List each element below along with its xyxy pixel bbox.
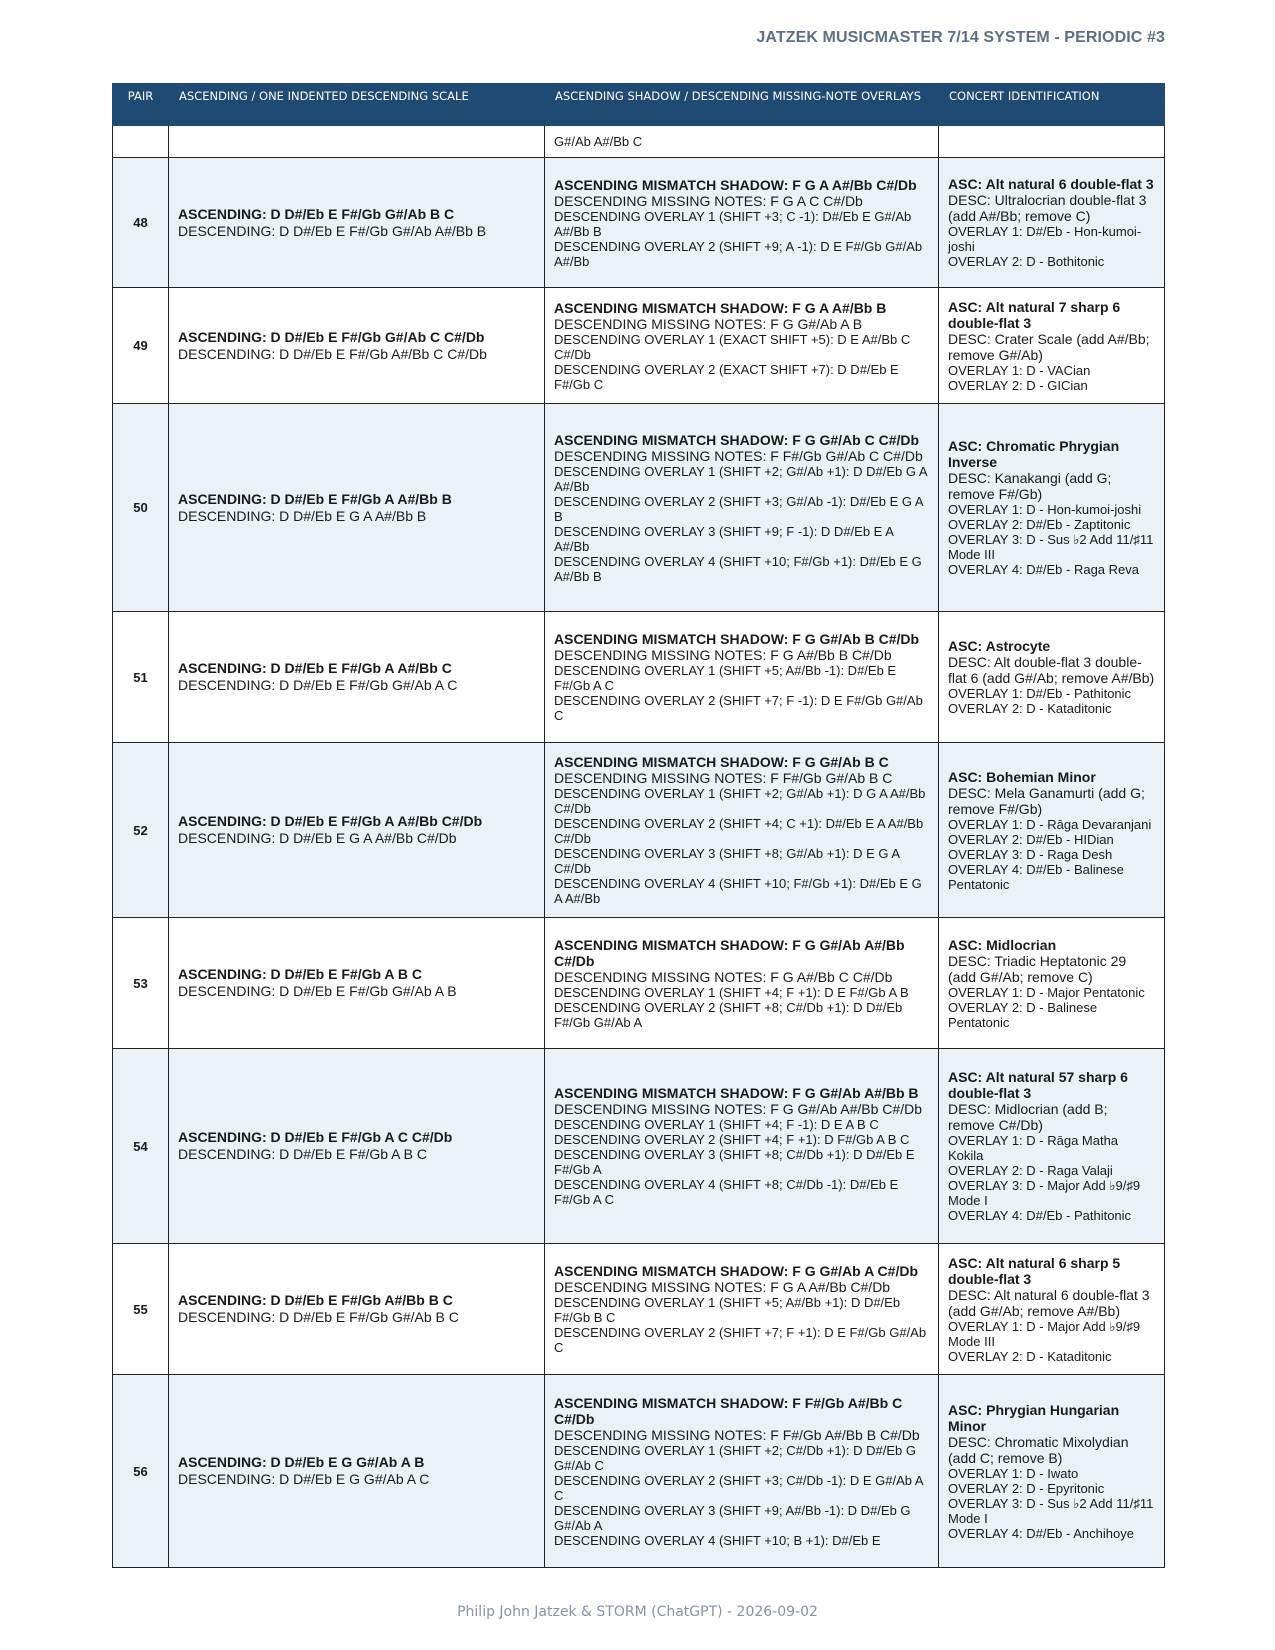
mismatch-shadow: ASCENDING MISMATCH SHADOW: F G G#/Ab A C#/Db	[554, 1263, 918, 1279]
concert-descending: DESC: Triadic Heptatonic 29 (add G#/Ab; remove C)	[948, 952, 1127, 985]
concert-cell	[939, 918, 1165, 1049]
descending-overlay: DESCENDING OVERLAY 4 (SHIFT +10; F#/Gb +1): D#/Eb E G A A#/Bb	[554, 876, 922, 906]
concert-overlay: OVERLAY 2: D - Raga Valaji	[948, 1163, 1113, 1178]
concert-overlay: OVERLAY 1: D - Major Pentatonic	[948, 984, 1145, 1000]
concert-overlay: OVERLAY 2: D - Epyritonic	[948, 1480, 1105, 1496]
concert-descending: DESC: Mela Ganamurti (add G; remove F#/Gb)	[948, 784, 1145, 817]
descending-overlay: DESCENDING OVERLAY 2 (SHIFT +7; F +1): D E F#/Gb G#/Ab C	[554, 1325, 927, 1355]
concert-descending: DESC: Alt natural 6 double-flat 3 (add G#/Ab; remove A#/Bb)	[948, 1286, 1150, 1319]
column-header-shadow: ASCENDING SHADOW / DESCENDING MISSING-NOTE OVERLAYS	[545, 84, 939, 126]
concert-overlay: OVERLAY 4: D#/Eb - Balinese Pentatonic	[948, 861, 1124, 892]
pair-number: 49	[113, 288, 169, 404]
descending-scale: DESCENDING: D D#/Eb E F#/Gb G#/Ab A C	[178, 677, 458, 693]
pair-number: 52	[113, 743, 169, 918]
concert-cell	[939, 612, 1165, 743]
shadow-cell	[545, 1049, 939, 1244]
concert-overlay: OVERLAY 2: D - Balinese Pentatonic	[948, 999, 1098, 1030]
descending-scale: DESCENDING: D D#/Eb E F#/Gb G#/Ab A#/Bb B	[178, 222, 487, 239]
concert-overlay: OVERLAY 4: D#/Eb - Raga Reva	[948, 562, 1140, 577]
table-row	[113, 1049, 1165, 1244]
shadow-cell	[545, 1244, 939, 1375]
ascending-scale: ASCENDING: D D#/Eb E F#/Gb G#/Ab B C	[178, 205, 455, 222]
concert-ascending: ASC: Astrocyte	[948, 638, 1051, 654]
scale-cell	[169, 288, 545, 404]
descending-overlay: DESCENDING OVERLAY 2 (EXACT SHIFT +7): D D#/Eb E F#/Gb C	[554, 361, 899, 392]
concert-overlay: OVERLAY 3: D - Sus ♭2 Add 11/♯11 Mode III	[948, 532, 1154, 562]
pair-number: 56	[113, 1375, 169, 1568]
descending-overlay: DESCENDING OVERLAY 3 (SHIFT +9; A#/Bb -1): D D#/Eb G G#/Ab A	[554, 1502, 911, 1533]
descending-overlay: DESCENDING OVERLAY 4 (SHIFT +8; C#/Db -1): D#/Eb E F#/Gb A C	[554, 1177, 899, 1207]
concert-cell	[939, 1049, 1165, 1244]
table-cell	[113, 126, 169, 158]
descending-overlay: DESCENDING OVERLAY 3 (SHIFT +8; C#/Db +1): D D#/Eb E F#/Gb A	[554, 1147, 915, 1177]
table-row	[113, 612, 1165, 743]
concert-overlay: OVERLAY 3: D - Sus ♭2 Add 11/♯11 Mode I	[948, 1495, 1154, 1526]
concert-overlay: OVERLAY 1: D - Rāga Devaranjani	[948, 816, 1152, 832]
pair-number: 48	[113, 158, 169, 288]
concert-descending: DESC: Ultralocrian double-flat 3 (add A#/Bb; remove C)	[948, 192, 1147, 224]
concert-overlay: OVERLAY 1: D - Major Add ♭9/♯9 Mode III	[948, 1318, 1141, 1349]
missing-notes: DESCENDING MISSING NOTES: F G G#/Ab A B	[554, 315, 863, 332]
mismatch-shadow: ASCENDING MISMATCH SHADOW: F G A A#/Bb C#/Db	[554, 176, 917, 193]
descending-scale: DESCENDING: D D#/Eb E F#/Gb A#/Bb C C#/Db	[178, 345, 487, 362]
concert-ascending: ASC: Alt natural 57 sharp 6 double-flat 3	[948, 1069, 1128, 1101]
concert-ascending: ASC: Alt natural 6 double-flat 3	[948, 176, 1154, 192]
scale-cell	[169, 1375, 545, 1568]
concert-overlay: OVERLAY 2: D - GICian	[948, 377, 1088, 393]
concert-descending: DESC: Alt double-flat 3 double-flat 6 (add G#/Ab; remove A#/Bb)	[948, 654, 1155, 686]
missing-notes: DESCENDING MISSING NOTES: F F#/Gb G#/Ab B C	[554, 770, 893, 786]
descending-overlay: DESCENDING OVERLAY 2 (SHIFT +3; G#/Ab -1): D#/Eb E G A B	[554, 493, 923, 524]
mismatch-shadow: ASCENDING MISMATCH SHADOW: F G G#/Ab C C#/Db	[554, 431, 920, 448]
descending-overlay: DESCENDING OVERLAY 1 (SHIFT +4; F -1): D E A B C	[554, 1117, 879, 1132]
descending-scale: DESCENDING: D D#/Eb E F#/Gb A B C	[178, 1146, 427, 1162]
descending-overlay: DESCENDING OVERLAY 2 (SHIFT +9; A -1): D E F#/Gb G#/Ab A#/Bb	[554, 238, 923, 269]
descending-overlay: DESCENDING OVERLAY 4 (SHIFT +10; B +1): D#/Eb E	[554, 1532, 881, 1548]
descending-scale: DESCENDING: D D#/Eb E F#/Gb G#/Ab A B	[178, 983, 457, 999]
scale-cell	[169, 158, 545, 288]
mismatch-shadow: ASCENDING MISMATCH SHADOW: F G G#/Ab B C	[554, 754, 889, 770]
pair-number: 53	[113, 918, 169, 1049]
shadow-cell	[545, 743, 939, 918]
concert-overlay: OVERLAY 1: D - VACian	[948, 362, 1091, 378]
column-header-concert: CONCERT IDENTIFICATION	[939, 84, 1165, 126]
column-header-scale: ASCENDING / ONE INDENTED DESCENDING SCALE	[169, 84, 545, 126]
concert-overlay: OVERLAY 1: D - Rāga Matha Kokila	[948, 1133, 1119, 1163]
concert-overlay: OVERLAY 4: D#/Eb - Pathitonic	[948, 1208, 1132, 1223]
concert-overlay: OVERLAY 2: D#/Eb - Zaptitonic	[948, 517, 1131, 532]
descending-overlay: DESCENDING OVERLAY 2 (SHIFT +3; C#/Db -1): D E G#/Ab A C	[554, 1472, 923, 1503]
descending-overlay: DESCENDING OVERLAY 2 (SHIFT +4; F +1): D F#/Gb A B C	[554, 1132, 910, 1147]
scale-table	[112, 83, 1165, 1568]
descending-overlay: DESCENDING OVERLAY 3 (SHIFT +9; F -1): D D#/Eb E A A#/Bb	[554, 523, 894, 554]
shadow-cell	[545, 1375, 939, 1568]
concert-descending: DESC: Midlocrian (add B; remove C#/Db)	[948, 1101, 1108, 1133]
scale-cell	[169, 1049, 545, 1244]
ascending-scale: ASCENDING: D D#/Eb E F#/Gb A A#/Bb B	[178, 490, 452, 507]
concert-overlay: OVERLAY 3: D - Major Add ♭9/♯9 Mode I	[948, 1178, 1141, 1208]
concert-ascending: ASC: Alt natural 6 sharp 5 double-flat 3	[948, 1254, 1121, 1287]
shadow-cell	[545, 288, 939, 404]
pair-number: 51	[113, 612, 169, 743]
scale-cell	[169, 743, 545, 918]
scale-cell	[169, 918, 545, 1049]
descending-overlay: DESCENDING OVERLAY 2 (SHIFT +4; C +1): D#/Eb E A A#/Bb C#/Db	[554, 816, 924, 846]
concert-overlay: OVERLAY 2: D - Kataditonic	[948, 1348, 1112, 1364]
concert-overlay: OVERLAY 1: D#/Eb - Hon-kumoi-joshi	[948, 224, 1142, 254]
descending-overlay: DESCENDING OVERLAY 1 (EXACT SHIFT +5): D E A#/Bb C C#/Db	[554, 331, 911, 362]
descending-overlay: DESCENDING OVERLAY 1 (SHIFT +5; A#/Bb -1): D#/Eb E F#/Gb A C	[554, 663, 897, 693]
continuation-text: G#/Ab A#/Bb C	[545, 126, 939, 158]
descending-overlay: DESCENDING OVERLAY 3 (SHIFT +8; G#/Ab +1): D E G A C#/Db	[554, 846, 900, 876]
missing-notes: DESCENDING MISSING NOTES: F G A#/Bb B C#/Db	[554, 647, 892, 663]
scale-cell	[169, 1244, 545, 1375]
concert-descending: DESC: Kanakangi (add G; remove F#/Gb)	[948, 470, 1112, 502]
ascending-scale: ASCENDING: D D#/Eb E F#/Gb A A#/Bb C#/Db	[178, 813, 483, 829]
ascending-scale: ASCENDING: D D#/Eb E F#/Gb G#/Ab C C#/Db	[178, 328, 485, 345]
ascending-scale: ASCENDING: D D#/Eb E F#/Gb A#/Bb B C	[178, 1292, 453, 1308]
table-row	[113, 288, 1165, 404]
concert-ascending: ASC: Midlocrian	[948, 936, 1057, 953]
concert-overlay: OVERLAY 2: D - Kataditonic	[948, 701, 1112, 716]
descending-overlay: DESCENDING OVERLAY 1 (SHIFT +2; C#/Db +1): D D#/Eb G G#/Ab C	[554, 1442, 916, 1473]
concert-cell	[939, 404, 1165, 612]
descending-scale: DESCENDING: D D#/Eb E G G#/Ab A C	[178, 1471, 430, 1487]
descending-scale: DESCENDING: D D#/Eb E G A A#/Bb B	[178, 507, 427, 524]
shadow-cell	[545, 918, 939, 1049]
concert-overlay: OVERLAY 4: D#/Eb - Anchihoye	[948, 1525, 1134, 1541]
concert-ascending: ASC: Alt natural 7 sharp 6 double-flat 3	[948, 298, 1121, 331]
table-row	[113, 743, 1165, 918]
ascending-scale: ASCENDING: D D#/Eb E G G#/Ab A B	[178, 1454, 425, 1470]
table-row	[113, 158, 1165, 288]
concert-cell	[939, 158, 1165, 288]
mismatch-shadow: ASCENDING MISMATCH SHADOW: F G G#/Ab A#/Bb C#/Db	[554, 936, 905, 969]
concert-overlay: OVERLAY 1: D - Hon-kumoi-joshi	[948, 502, 1142, 517]
descending-overlay: DESCENDING OVERLAY 4 (SHIFT +10; F#/Gb +1): D#/Eb E G A#/Bb B	[554, 553, 922, 584]
mismatch-shadow: ASCENDING MISMATCH SHADOW: F G G#/Ab B C#/Db	[554, 631, 920, 647]
mismatch-shadow: ASCENDING MISMATCH SHADOW: F F#/Gb A#/Bb C C#/Db	[554, 1394, 903, 1427]
concert-cell	[939, 1244, 1165, 1375]
page-title: JATZEK MUSICMASTER 7/14 SYSTEM - PERIODIC #3	[756, 29, 1165, 46]
pair-number: 50	[113, 404, 169, 612]
descending-overlay: DESCENDING OVERLAY 2 (SHIFT +7; F -1): D E F#/Gb G#/Ab C	[554, 693, 923, 723]
descending-overlay: DESCENDING OVERLAY 1 (SHIFT +2; G#/Ab +1): D D#/Eb G A A#/Bb	[554, 463, 927, 494]
shadow-cell	[545, 404, 939, 612]
descending-overlay: DESCENDING OVERLAY 1 (SHIFT +2; G#/Ab +1): D G A A#/Bb C#/Db	[554, 786, 926, 816]
ascending-scale: ASCENDING: D D#/Eb E F#/Gb A C C#/Db	[178, 1129, 453, 1145]
table-row	[113, 1375, 1165, 1568]
concert-ascending: ASC: Bohemian Minor	[948, 768, 1096, 785]
pair-number: 54	[113, 1049, 169, 1244]
scale-cell	[169, 612, 545, 743]
missing-notes: DESCENDING MISSING NOTES: F F#/Gb A#/Bb B C#/Db	[554, 1426, 920, 1443]
continuation-row	[113, 126, 1165, 158]
concert-ascending: ASC: Phrygian Hungarian Minor	[948, 1401, 1120, 1434]
concert-descending: DESC: Crater Scale (add A#/Bb; remove G#/Ab)	[948, 330, 1150, 363]
scale-cell	[169, 404, 545, 612]
missing-notes: DESCENDING MISSING NOTES: F G A A#/Bb C#/Db	[554, 1279, 891, 1295]
concert-overlay: OVERLAY 3: D - Raga Desh	[948, 846, 1113, 862]
missing-notes: DESCENDING MISSING NOTES: F G G#/Ab A#/Bb C#/Db	[554, 1101, 922, 1117]
table-cell	[939, 126, 1165, 158]
descending-overlay: DESCENDING OVERLAY 2 (SHIFT +8; C#/Db +1): D D#/Eb F#/Gb G#/Ab A	[554, 999, 903, 1030]
table-row	[113, 918, 1165, 1049]
table-cell	[169, 126, 545, 158]
concert-cell	[939, 1375, 1165, 1568]
concert-cell	[939, 743, 1165, 918]
page-footer: Philip John Jatzek & STORM (ChatGPT) - 2026-09-02	[457, 1604, 818, 1620]
concert-overlay: OVERLAY 2: D - Bothitonic	[948, 254, 1105, 269]
column-header-pair: PAIR	[113, 84, 169, 126]
missing-notes: DESCENDING MISSING NOTES: F G A C C#/Db	[554, 192, 863, 209]
shadow-cell	[545, 158, 939, 288]
mismatch-shadow: ASCENDING MISMATCH SHADOW: F G A A#/Bb B	[554, 299, 887, 316]
concert-cell	[939, 288, 1165, 404]
pair-number: 55	[113, 1244, 169, 1375]
ascending-scale: ASCENDING: D D#/Eb E F#/Gb A A#/Bb C	[178, 660, 452, 676]
missing-notes: DESCENDING MISSING NOTES: F F#/Gb G#/Ab C C#/Db	[554, 447, 923, 464]
descending-overlay: DESCENDING OVERLAY 1 (SHIFT +3; C -1): D#/Eb E G#/Ab A#/Bb B	[554, 208, 912, 239]
ascending-scale: ASCENDING: D D#/Eb E F#/Gb A B C	[178, 966, 422, 982]
descending-scale: DESCENDING: D D#/Eb E F#/Gb G#/Ab B C	[178, 1309, 459, 1325]
concert-overlay: OVERLAY 1: D#/Eb - Pathitonic	[948, 686, 1132, 701]
table-row	[113, 1244, 1165, 1375]
shadow-cell	[545, 612, 939, 743]
descending-overlay: DESCENDING OVERLAY 1 (SHIFT +5; A#/Bb +1): D D#/Eb F#/Gb B C	[554, 1295, 901, 1325]
concert-overlay: OVERLAY 1: D - Iwato	[948, 1465, 1079, 1481]
descending-scale: DESCENDING: D D#/Eb E G A A#/Bb C#/Db	[178, 830, 457, 846]
concert-descending: DESC: Chromatic Mixolydian (add C; remove B)	[948, 1433, 1129, 1466]
mismatch-shadow: ASCENDING MISMATCH SHADOW: F G G#/Ab A#/Bb B	[554, 1085, 919, 1101]
missing-notes: DESCENDING MISSING NOTES: F G A#/Bb C C#/Db	[554, 968, 893, 985]
concert-overlay: OVERLAY 2: D#/Eb - HIDian	[948, 831, 1114, 847]
concert-ascending: ASC: Chromatic Phrygian Inverse	[948, 438, 1120, 470]
table-row	[113, 404, 1165, 612]
descending-overlay: DESCENDING OVERLAY 1 (SHIFT +4; F +1): D E F#/Gb A B	[554, 984, 909, 1000]
